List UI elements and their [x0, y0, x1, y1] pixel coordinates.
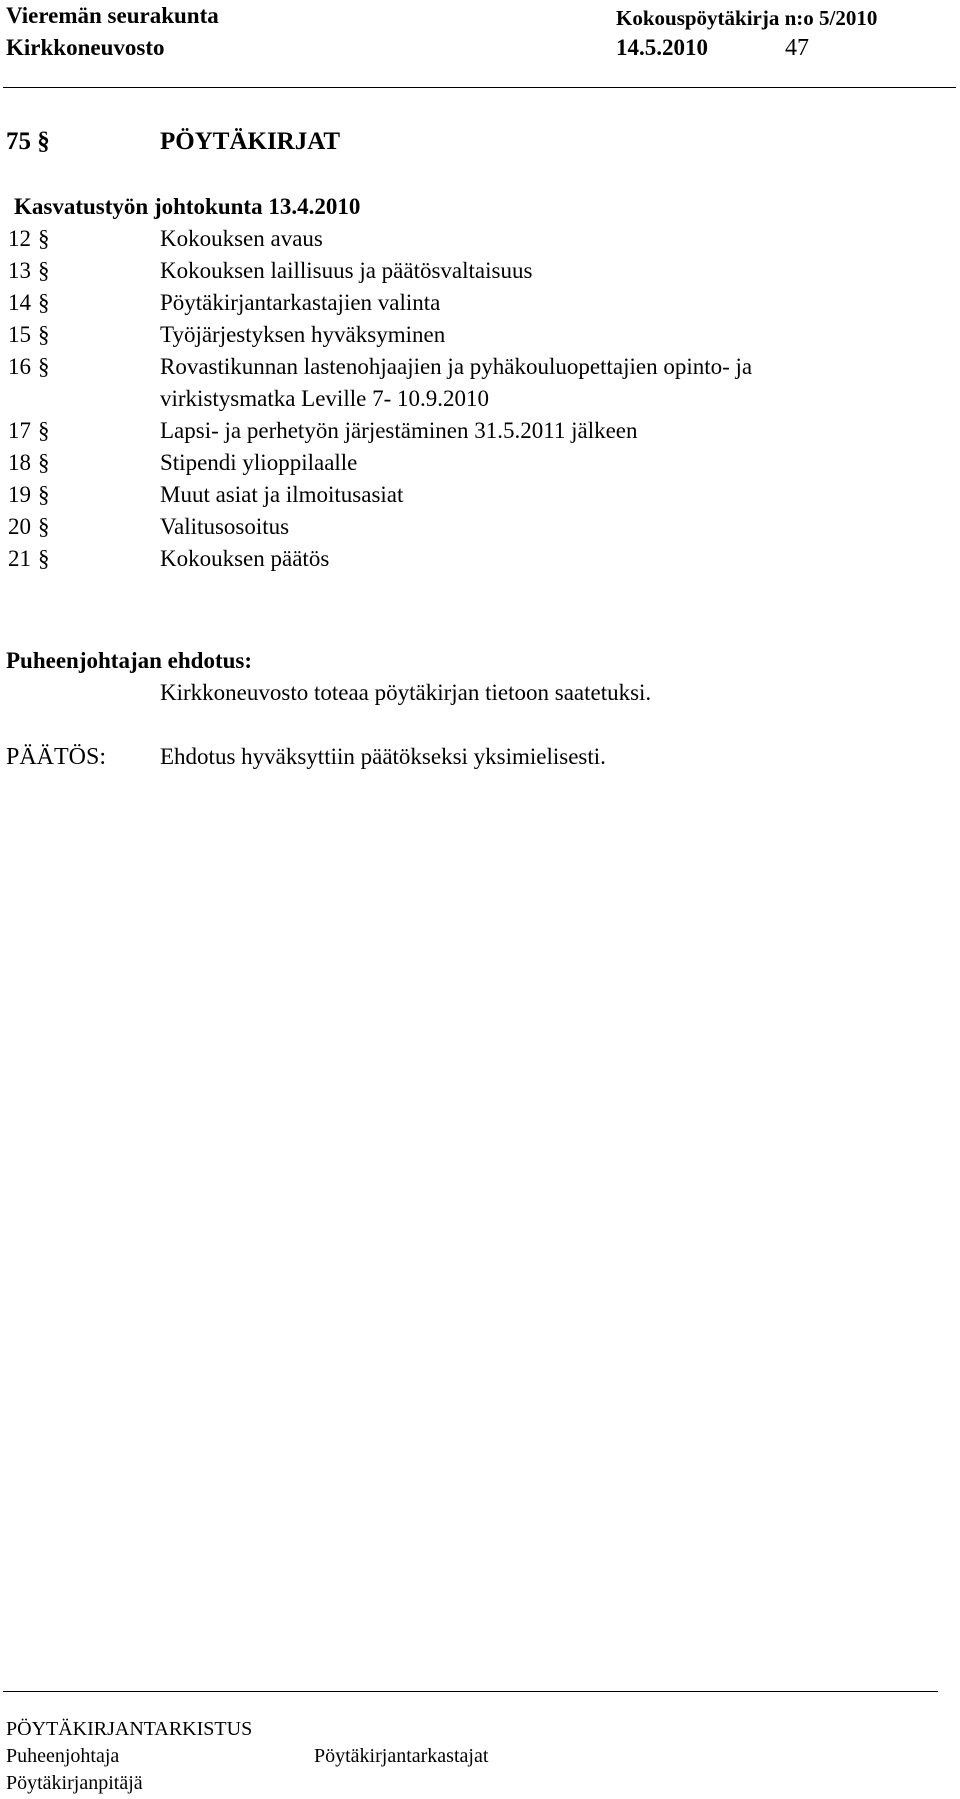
- section-sign: §: [38, 258, 50, 283]
- footer-secretary: Pöytäkirjanpitäjä: [6, 1772, 143, 1794]
- section-number: 75 §: [6, 128, 50, 155]
- list-item: [8, 290, 938, 318]
- item-text: Stipendi ylioppilaalle: [160, 450, 358, 475]
- item-number: 15: [8, 322, 31, 347]
- section-sign: §: [38, 322, 50, 347]
- item-number: 18: [8, 450, 31, 475]
- proposal-text: Kirkkoneuvosto toteaa pöytäkirjan tietoon saatetuksi.: [160, 680, 652, 705]
- section-sign: §: [38, 514, 50, 539]
- decision-text: Ehdotus hyväksyttiin päätökseksi yksimielisesti.: [160, 744, 606, 769]
- item-number: 21: [8, 546, 31, 571]
- proposal-label: Puheenjohtajan ehdotus:: [6, 648, 253, 673]
- list-item: [8, 322, 938, 350]
- item-text: Kokouksen avaus: [160, 226, 323, 251]
- footer-chair: Puheenjohtaja: [6, 1745, 120, 1767]
- item-number: 12: [8, 226, 31, 251]
- item-text: Rovastikunnan lastenohjaajien ja pyhäkouluopettajien opinto- ja: [160, 354, 753, 379]
- organization-name: Vieremän seurakunta: [6, 3, 219, 28]
- item-number: 17: [8, 418, 31, 443]
- list-item: [8, 354, 938, 414]
- item-text: Lapsi- ja perhetyön järjestäminen 31.5.2011 jälkeen: [160, 418, 638, 443]
- item-number: 20: [8, 514, 31, 539]
- section-sign: §: [38, 226, 50, 251]
- section-sign: §: [38, 290, 50, 315]
- item-text: Työjärjestyksen hyväksyminen: [160, 322, 446, 347]
- body-name: Kirkkoneuvosto: [6, 35, 165, 60]
- item-number: 19: [8, 482, 31, 507]
- item-number: 14: [8, 290, 31, 315]
- footer-checkers: Pöytäkirjantarkastajat: [314, 1745, 489, 1767]
- section-sign: §: [38, 450, 50, 475]
- list-item: [8, 418, 938, 446]
- section-sign: §: [38, 418, 50, 443]
- section-sign: §: [38, 354, 50, 379]
- committee-subheading: Kasvatustyön johtokunta 13.4.2010: [14, 194, 361, 219]
- list-item: [8, 226, 938, 254]
- list-item: [8, 546, 938, 574]
- item-text: Kokouksen laillisuus ja päätösvaltaisuus: [160, 258, 533, 283]
- decision-label: PÄÄTÖS:: [6, 744, 107, 770]
- item-text: Kokouksen päätös: [160, 546, 330, 571]
- footer-title: PÖYTÄKIRJANTARKISTUS: [6, 1718, 253, 1740]
- item-text-continuation: virkistysmatka Leville 7- 10.9.2010: [160, 386, 489, 411]
- item-number: 13: [8, 258, 31, 283]
- header-divider: [3, 87, 956, 88]
- section-sign: §: [38, 546, 50, 571]
- item-text: Muut asiat ja ilmoitusasiat: [160, 482, 404, 507]
- section-sign: §: [38, 482, 50, 507]
- section-title: PÖYTÄKIRJAT: [160, 128, 341, 155]
- item-text: Valitusosoitus: [160, 514, 290, 539]
- item-text: Pöytäkirjantarkastajien valinta: [160, 290, 441, 315]
- list-item: [8, 482, 938, 510]
- footer-divider: [3, 1691, 938, 1692]
- list-item: [8, 258, 938, 286]
- page-number: 47: [785, 35, 809, 61]
- meeting-date: 14.5.2010: [616, 35, 708, 60]
- protocol-number: Kokouspöytäkirja n:o 5/2010: [616, 6, 878, 30]
- item-number: 16: [8, 354, 31, 379]
- list-item: [8, 514, 938, 542]
- list-item: [8, 450, 938, 478]
